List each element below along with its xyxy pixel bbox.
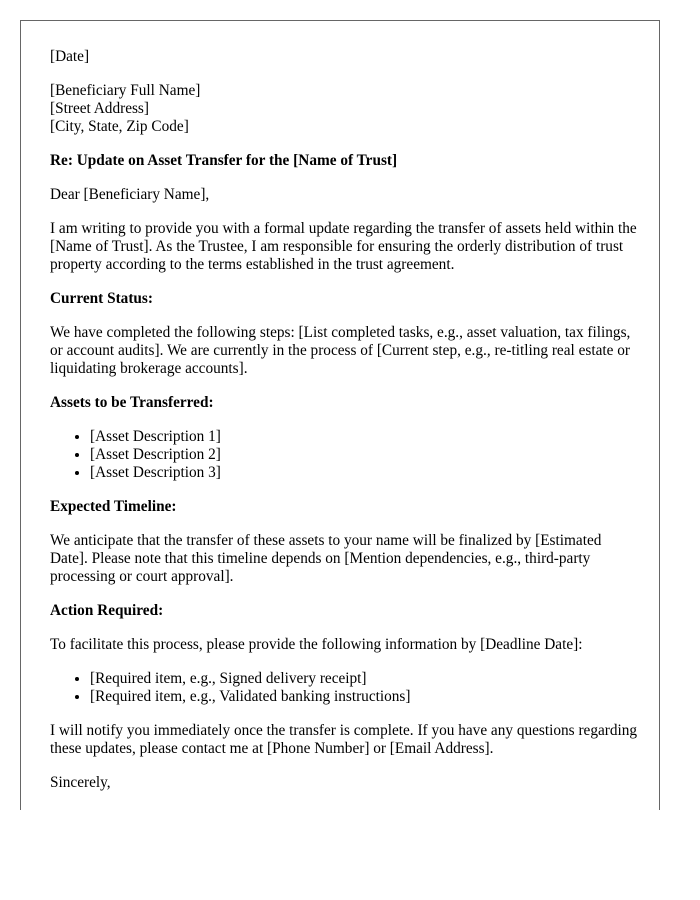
assets-heading: Assets to be Transferred: <box>50 394 214 411</box>
action-heading: Action Required: <box>50 602 164 619</box>
closing-paragraph: I will notify you immediately once the transfer is complete. If you have any questions regarding these updates, please contact me at [Phone Number] or [Email Address]. <box>50 722 638 757</box>
subject-line: Re: Update on Asset Transfer for the [Name of Trust] <box>50 152 398 169</box>
recipient-address <box>50 82 640 136</box>
status-heading: Current Status: <box>50 290 153 307</box>
list-item: • [Required item, e.g., Signed delivery receipt] <box>90 670 640 688</box>
list-item: • [Asset Description 2] <box>90 446 640 464</box>
recipient-name: [Beneficiary Full Name] <box>50 82 201 99</box>
letter-page <box>20 20 660 810</box>
list-item: • [Asset Description 3] <box>90 464 640 482</box>
action-paragraph: To facilitate this process, please provide the following information by [Deadline Date]: <box>50 636 583 653</box>
recipient-street: [Street Address] <box>50 100 149 117</box>
status-paragraph: We have completed the following steps: [List completed tasks, e.g., asset valuation, tax filings, or account audits]. We are currently in the process of [Current step, e.g., re-titling real estate or liquidating brokerage accounts]. <box>50 324 631 377</box>
intro-paragraph: I am writing to provide you with a formal update regarding the transfer of assets held within the [Name of Trust]. As the Trustee, I am responsible for ensuring the orderly distribution of trust property according to the terms established in the trust agreement. <box>50 220 637 273</box>
assets-list <box>50 428 640 482</box>
letter-date: [Date] <box>50 48 90 65</box>
list-item: • [Asset Description 1] <box>90 428 640 446</box>
timeline-paragraph: We anticipate that the transfer of these assets to your name will be finalized by [Estimated Date]. Please note that this timeline depends on [Mention dependencies, e.g., third-party processing or court approval]. <box>50 532 602 585</box>
salutation: Dear [Beneficiary Name], <box>50 186 210 203</box>
signoff: Sincerely, <box>50 774 111 791</box>
recipient-city: [City, State, Zip Code] <box>50 118 189 135</box>
letter-body <box>50 48 640 808</box>
list-item: • [Required item, e.g., Validated banking instructions] <box>90 688 640 706</box>
required-items-list <box>50 670 640 706</box>
timeline-heading: Expected Timeline: <box>50 498 177 515</box>
